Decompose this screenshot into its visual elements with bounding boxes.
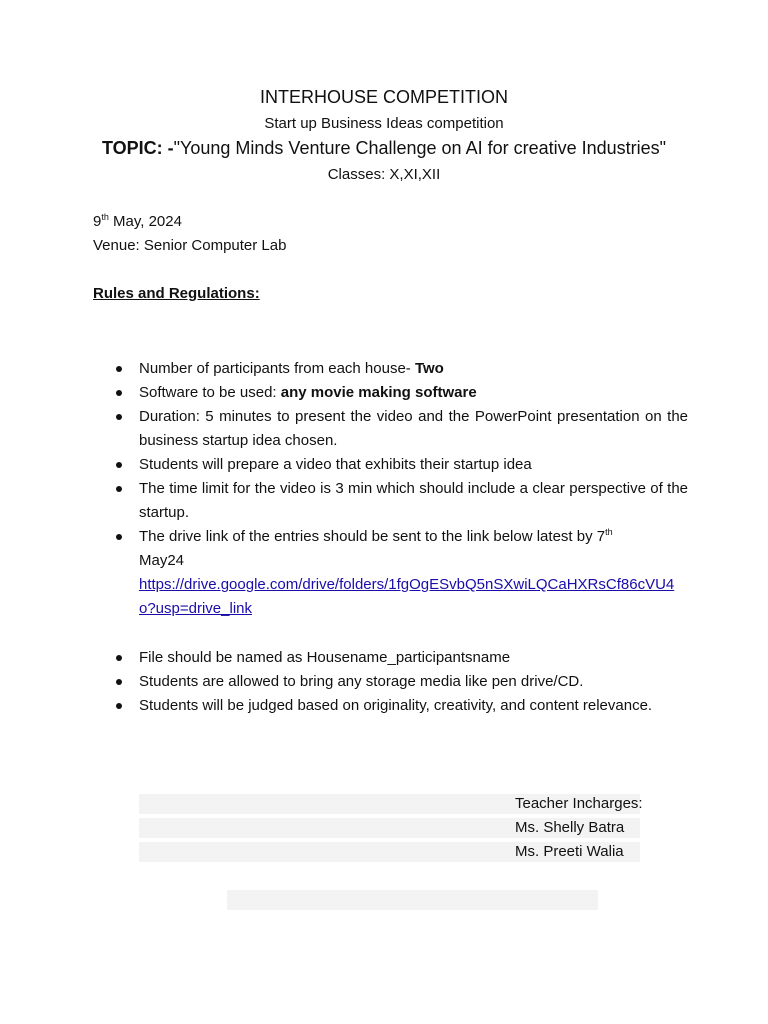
rule-item [113, 453, 688, 477]
rule-text: The drive link of the entries should be sent to the link below latest by 7 [139, 528, 606, 545]
date-day: 9 [93, 213, 102, 230]
rule-item [113, 405, 688, 453]
rule-text: File should be named as Housename_participantsname [139, 649, 511, 666]
date-rest: May, 2024 [108, 213, 182, 230]
rule-text: Students will prepare a video that exhibits their startup idea [139, 456, 532, 473]
rule-emphasis: any movie making software [280, 384, 477, 401]
rule-text: Students will be judged based on originality, creativity, and content relevance. [139, 697, 653, 714]
rule-text: Number of participants from each house- [139, 360, 415, 377]
bullet-icon [116, 366, 122, 372]
rule-item [113, 357, 688, 381]
drive-link[interactable]: https://drive.google.com/drive/folders/1fgOgESvbQ5nSXwiLQCaHXRsCf86cVU4o?usp=drive_link [139, 576, 675, 617]
rule-text: Duration: 5 minutes to present the video and the PowerPoint presentation on the business startup idea chosen. [139, 408, 688, 449]
event-venue: Venue: Senior Computer Lab [93, 237, 287, 254]
bullet-icon [116, 414, 122, 420]
rule-text: Software to be used: [139, 384, 281, 401]
rules-list [113, 357, 688, 718]
empty-row-shade [227, 890, 598, 910]
bullet-icon [116, 462, 122, 468]
bullet-icon [116, 655, 122, 661]
rule-item [113, 646, 688, 670]
bullet-icon [116, 390, 122, 396]
bullet-icon [116, 486, 122, 492]
competition-title: INTERHOUSE COMPETITION [259, 87, 508, 107]
rule-superscript: th [605, 527, 613, 537]
signature-heading: Teacher Incharges: [515, 795, 643, 812]
teacher-name: Ms. Preeti Walia [515, 843, 624, 860]
rule-item [113, 525, 688, 621]
rule-text: The time limit for the video is 3 min which should include a clear perspective of the startup. [139, 480, 688, 521]
topic-text: "Young Minds Venture Challenge on AI for creative Industries" [173, 138, 667, 158]
rule-text-tail: May24 [139, 552, 185, 569]
rule-item [113, 694, 688, 718]
event-date [93, 213, 182, 230]
teacher-name: Ms. Shelly Batra [515, 819, 625, 836]
rule-item [113, 670, 688, 694]
competition-subtitle: Start up Business Ideas competition [264, 115, 504, 132]
bullet-icon [116, 703, 122, 709]
bullet-icon [116, 679, 122, 685]
list-spacer [113, 621, 688, 646]
rule-item [113, 381, 688, 405]
classes-line: Classes: X,XI,XII [327, 166, 441, 183]
rule-emphasis: Two [414, 360, 444, 377]
rule-text: Students are allowed to bring any storage media like pen drive/CD. [139, 673, 584, 690]
rule-item [113, 477, 688, 525]
rules-heading: Rules and Regulations: [93, 285, 260, 302]
date-suffix: th [101, 212, 109, 222]
bullet-icon [116, 534, 122, 540]
topic-line [0, 138, 768, 159]
topic-label: TOPIC: - [101, 138, 174, 158]
